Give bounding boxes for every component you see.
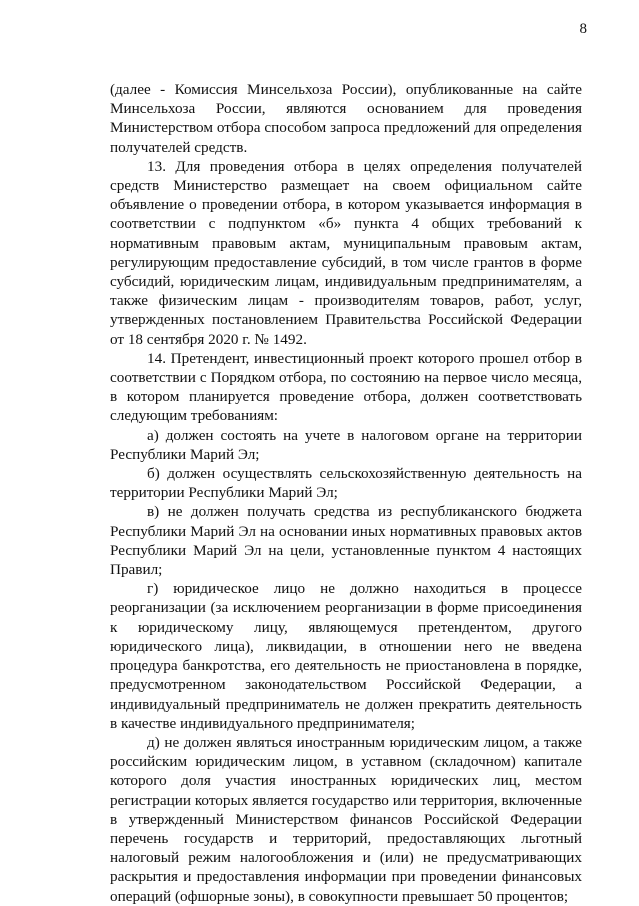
document-body <box>110 80 582 906</box>
requirement-v: в) не должен получать средства из республиканского бюджета Республики Марий Эл на основании иных нормативных правовых актов Республики Марий Эл на цели, установленные пунктом 4 настоящих Правил; <box>110 503 582 579</box>
paragraph-14: 14. Претендент, инвестиционный проект которого прошел отбор в соответствии с Порядком отбора, по состоянию на первое число месяца, в котором планируется проведение отбора, должен соответствовать следующим требованиям: <box>110 349 582 425</box>
paragraph-13: 13. Для проведения отбора в целях определения получателей средств Министерство размещает на своем официальном сайте объявление о проведении отбора, в котором указывается информация в соответствии с подпунктом «б» пункта 4 общих требований к нормативным правовым актам, муниципальным правовым актам, регулирующим предоставление субсидий, в том числе грантов в форме субсидий, юридическим лицам, индивидуальным предпринимателям, а также физическим лицам - производителям товаров, работ, услуг, утвержденных постановлением Правительства Российской Федерации от 18 сентября 2020 г. № 1492. <box>110 157 582 348</box>
requirement-g: г) юридическое лицо не должно находиться в процессе реорганизации (за исключением реорганизации в форме присоединения к юридическому лицу, являющемуся претендентом, другого юридического лица), ликвидации, в отношении него не введена процедура банкротства, его деятельность не приостановлена в порядке, предусмотренном законодательством Российской Федерации, а индивидуальный предприниматель не должен прекратить деятельность в качестве индивидуального предпринимателя; <box>110 580 582 732</box>
requirement-a: а) должен состоять на учете в налоговом органе на территории Республики Марий Эл; <box>110 426 582 463</box>
requirement-b: б) должен осуществлять сельскохозяйственную деятельность на территории Республики Марий Эл; <box>110 465 582 502</box>
requirement-d: д) не должен являться иностранным юридическим лицом, а также российским юридическим лицом, в уставном (складочном) капитале которого доля участия иностранных юридических лиц, местом регистрации которых является государство или территория, включенные в утвержденный Министерством финансов Российской Федерации перечень государств и территорий, предоставляющих льготный налоговый режим налогообложения и (или) не предусматривающих раскрытия и предоставления информации при проведении финансовых операций (офшорные зоны), в совокупности превышает 50 процентов; <box>110 733 582 905</box>
paragraph-continuation: (далее - Комиссия Минсельхоза России), опубликованные на сайте Минсельхоза России, являются основанием для проведения Министерством отбора способом запроса предложений для определения получателей средств. <box>110 81 582 156</box>
page-number: 8 <box>579 21 587 37</box>
